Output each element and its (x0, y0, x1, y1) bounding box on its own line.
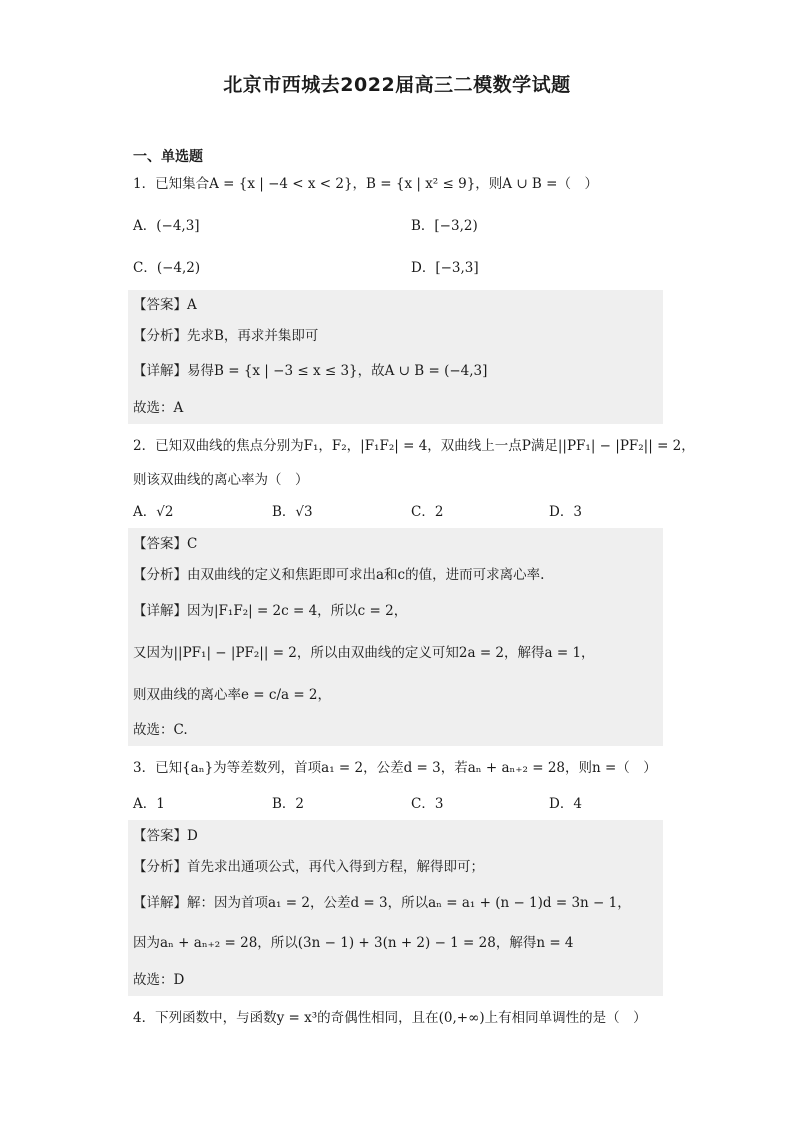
q3-option-a: A．1 (133, 796, 165, 812)
q3-detail-1: 【详解】解：因为首项a₁ = 2，公差d = 3，所以aₙ = a₁ + (n − 1)d = 3n − 1， (133, 895, 631, 911)
q1-option-b: B．[−3,2) (411, 218, 478, 234)
q3-stem: 3．已知{aₙ}为等差数列，首项a₁ = 2，公差d = 3，若aₙ + aₙ₊₂ = 28，则n =（ ） (133, 760, 657, 776)
q3-option-d: D．4 (549, 796, 582, 812)
q3-detail-2: 因为aₙ + aₙ₊₂ = 28，所以(3n − 1) + 3(n + 2) − 1 = 28，解得n = 4 (133, 935, 574, 951)
q2-choice: 故选：C. (133, 722, 188, 738)
q2-answer: 【答案】C (133, 536, 198, 552)
q3-option-b: B．2 (272, 796, 305, 812)
q1-choice: 故选：A (133, 400, 184, 416)
section-heading: 一、单选题 (133, 149, 203, 165)
q3-choice: 故选：D (133, 972, 185, 988)
q1-option-d: D．[−3,3] (411, 260, 479, 276)
q4-stem: 4．下列函数中，与函数y = x³的奇偶性相同，且在(0,+∞)上有相同单调性的是（ ） (133, 1010, 647, 1026)
q2-stem-line2: 则该双曲线的离心率为（ ） (133, 472, 309, 488)
q1-option-c: C．(−4,2) (133, 260, 201, 276)
page-title: 北京市西城去2022届高三二模数学试题 (223, 74, 571, 96)
q1-answer-block (128, 290, 663, 424)
q2-detail-1: 【详解】因为|F₁F₂| = 2c = 4，所以c = 2， (133, 603, 408, 619)
q3-answer-block (128, 820, 663, 996)
q2-option-c: C．2 (411, 504, 444, 520)
q3-option-c: C．3 (411, 796, 444, 812)
q3-answer: 【答案】D (133, 828, 198, 844)
q2-answer-block (128, 528, 663, 746)
q2-detail-3: 则双曲线的离心率e = c/a = 2， (133, 687, 332, 703)
q1-answer: 【答案】A (133, 297, 197, 313)
q2-analysis: 【分析】由双曲线的定义和焦距即可求出a和c的值，进而可求离心率. (133, 567, 545, 583)
q1-stem: 1．已知集合A = {x | −4 < x < 2}，B = {x | x² ≤ 9}，则A ∪ B =（ ） (133, 176, 598, 192)
q3-analysis: 【分析】首先求出通项公式，再代入得到方程，解得即可； (133, 859, 484, 875)
q2-detail-2: 又因为||PF₁| − |PF₂|| = 2，所以由双曲线的定义可知2a = 2，解得a = 1， (133, 645, 595, 661)
q2-option-d: D．3 (549, 504, 582, 520)
q2-option-a: A．√2 (133, 504, 174, 520)
q1-detail: 【详解】易得B = {x | −3 ≤ x ≤ 3}，故A ∪ B = (−4,3] (133, 363, 488, 379)
q2-option-b: B．√3 (272, 504, 313, 520)
q1-option-a: A．(−4,3] (133, 218, 200, 234)
q1-analysis: 【分析】先求B，再求并集即可 (133, 328, 319, 344)
q2-stem-line1: 2．已知双曲线的焦点分别为F₁，F₂，|F₁F₂| = 4，双曲线上一点P满足||PF₁| − |PF₂|| = 2， (133, 438, 695, 454)
